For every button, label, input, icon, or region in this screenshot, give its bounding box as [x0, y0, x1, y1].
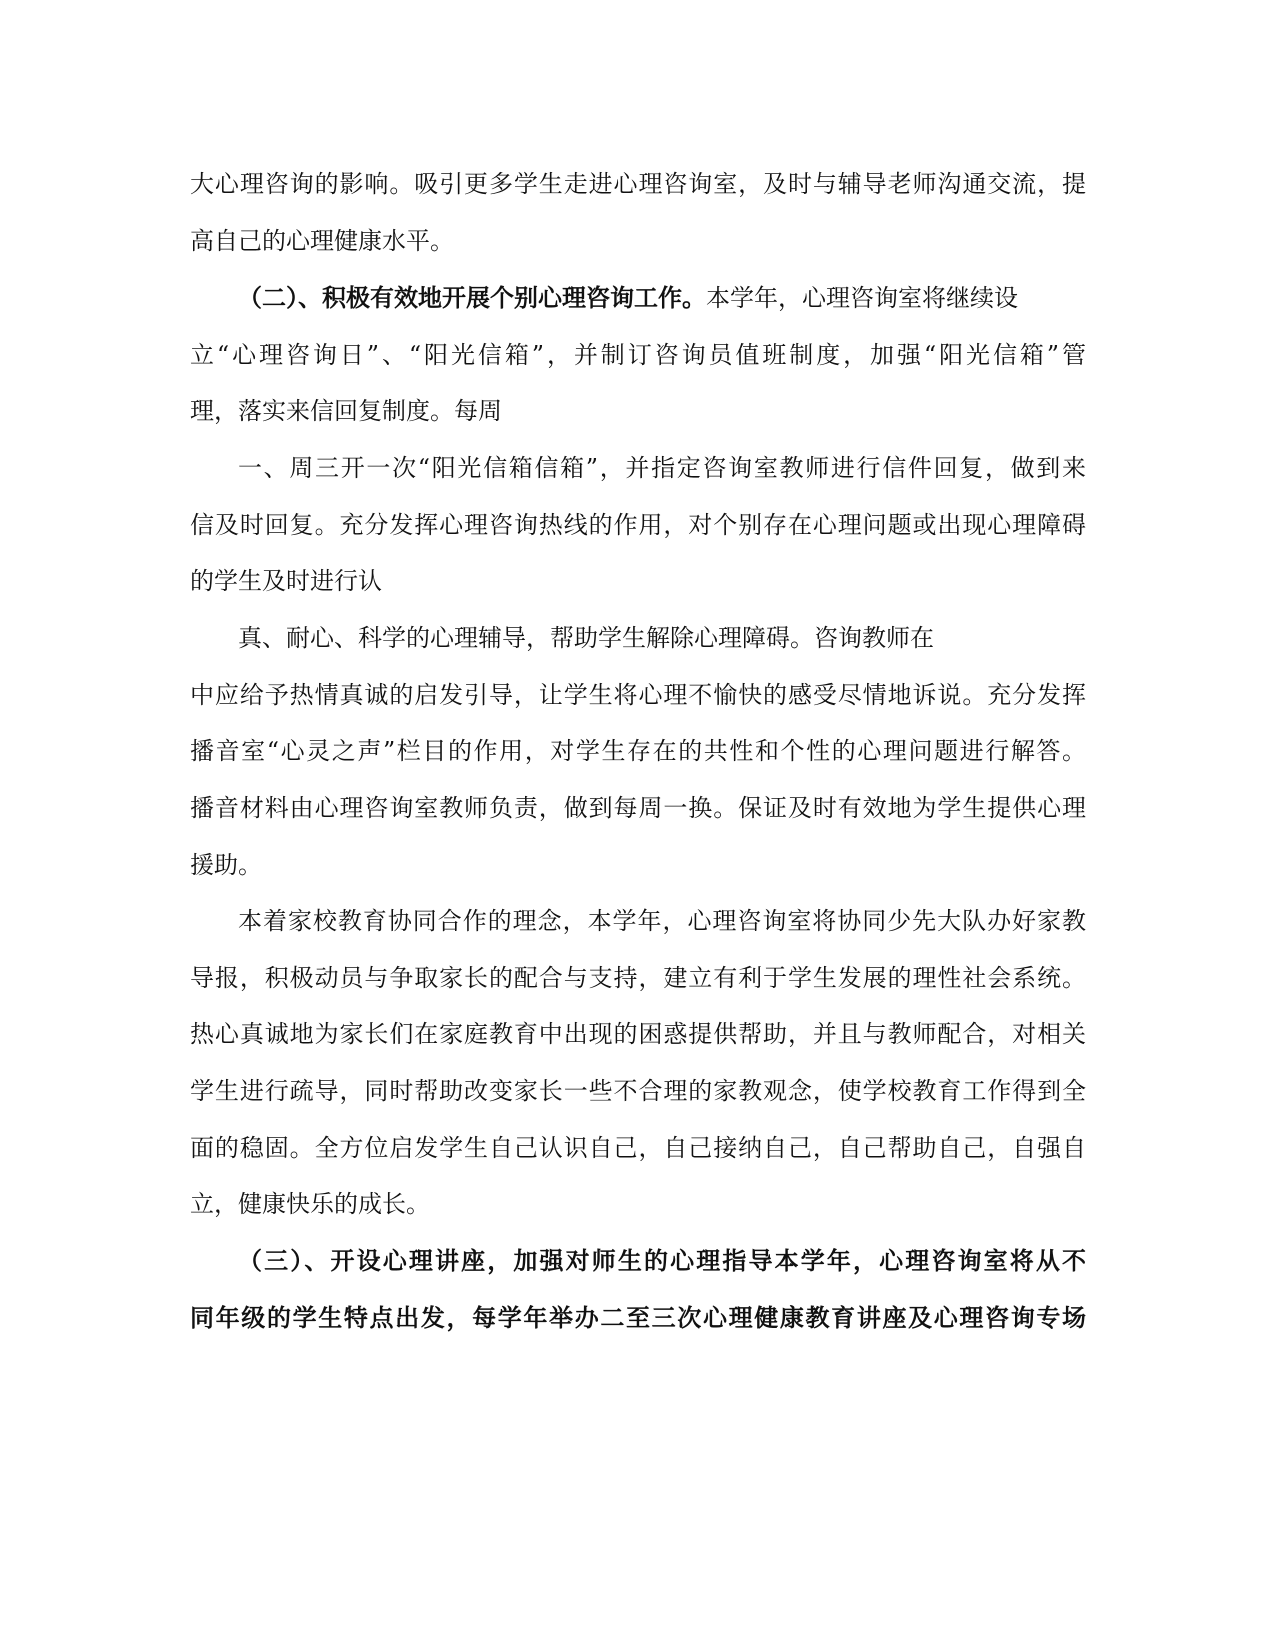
paragraph-line: 援助。	[190, 851, 262, 879]
paragraph-line: 热心真诚地为家长们在家庭教育中出现的困惑提供帮助，并且与教师配合，对相关	[190, 1020, 1086, 1048]
paragraph-line: 播音材料由心理咨询室教师负责，做到每周一换。保证及时有效地为学生提供心理	[190, 794, 1086, 822]
section-heading-3-line: （三）、开设心理讲座，加强对师生的心理指导本学年，心理咨询室将从不	[238, 1246, 1086, 1275]
section-heading-line	[238, 278, 1018, 318]
paragraph-text: 本学年，心理咨询室将继续设	[706, 284, 1018, 312]
paragraph-line: 播音室“心灵之声”栏目的作用，对学生存在的共性和个性的心理问题进行解答。	[190, 737, 1086, 765]
paragraph-line: 本着家校教育协同合作的理念，本学年，心理咨询室将协同少先大队办好家教	[238, 907, 1086, 935]
section-heading-3-line: 同年级的学生特点出发，每学年举办二至三次心理健康教育讲座及心理咨询专场	[190, 1303, 1086, 1332]
paragraph-line: 立，健康快乐的成长。	[190, 1190, 430, 1218]
paragraph-line: 真、耐心、科学的心理辅导，帮助学生解除心理障碍。咨询教师在	[238, 624, 934, 652]
paragraph-line: 的学生及时进行认	[190, 567, 382, 595]
paragraph-line: 学生进行疏导，同时帮助改变家长一些不合理的家教观念，使学校教育工作得到全	[190, 1077, 1086, 1105]
paragraph-line: 大心理咨询的影响。吸引更多学生走进心理咨询室，及时与辅导老师沟通交流，提	[190, 170, 1086, 198]
paragraph-line: 立“心理咨询日”、“阳光信箱”，并制订咨询员值班制度，加强“阳光信箱”管	[190, 341, 1086, 369]
paragraph-line: 中应给予热情真诚的启发引导，让学生将心理不愉快的感受尽情地诉说。充分发挥	[190, 681, 1086, 709]
paragraph-line: 一、周三开一次“阳光信箱信箱”，并指定咨询室教师进行信件回复，做到来	[238, 454, 1086, 482]
paragraph-line: 导报，积极动员与争取家长的配合与支持，建立有利于学生发展的理性社会系统。	[190, 964, 1086, 992]
paragraph-line: 面的稳固。全方位启发学生自己认识自己，自己接纳自己，自己帮助自己，自强自	[190, 1134, 1086, 1162]
paragraph-line: 理，落实来信回复制度。每周	[190, 397, 502, 425]
paragraph-line: 信及时回复。充分发挥心理咨询热线的作用，对个别存在心理问题或出现心理障碍	[190, 511, 1086, 539]
section-heading-2: （二）、积极有效地开展个别心理咨询工作。	[238, 283, 706, 312]
paragraph-line: 高自己的心理健康水平。	[190, 227, 454, 255]
